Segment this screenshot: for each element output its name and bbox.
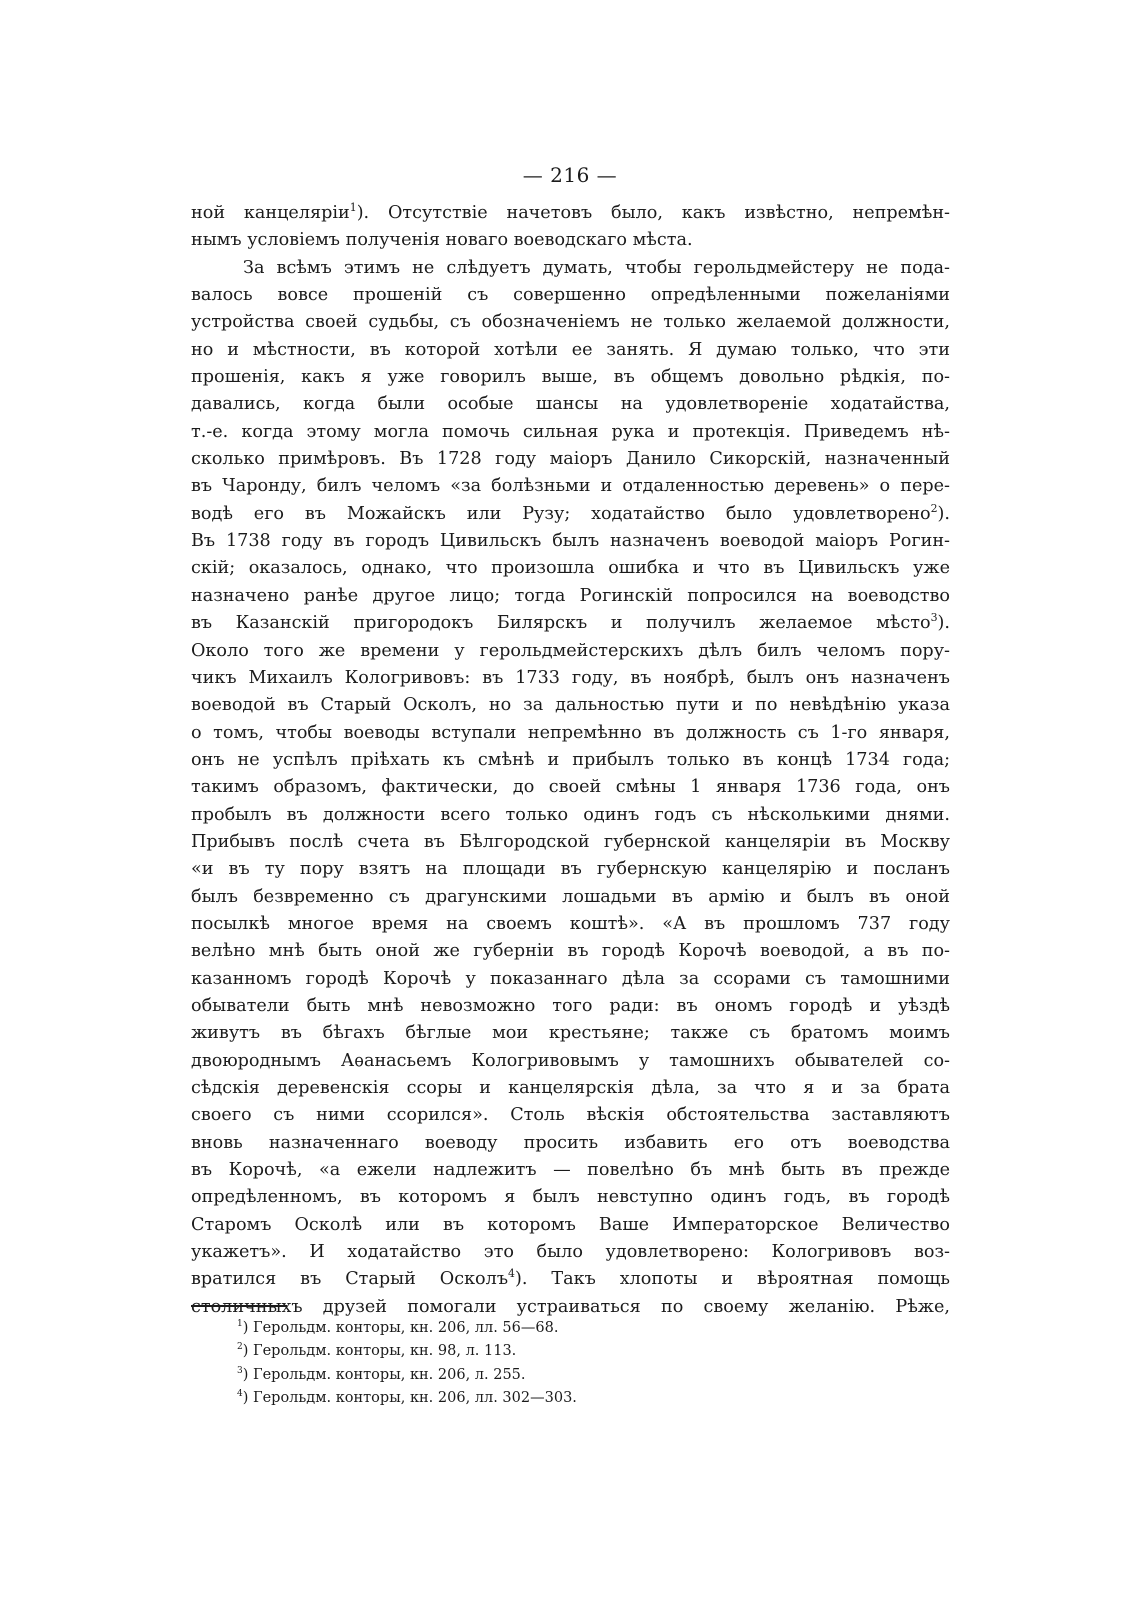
line-text: живутъ въ бѣгахъ бѣглые мои крестьяне; также съ братомъ моимъ <box>191 1023 950 1044</box>
line-text: скій; оказалось, однако, что произошла ошибка и что въ Цивильскъ уже <box>191 558 950 579</box>
line-text-continuation: ). <box>937 613 950 634</box>
line-text: но и мѣстности, въ которой хотѣли ее занять. Я думаю только, что эти <box>191 339 950 360</box>
text-line <box>191 555 950 582</box>
text-line <box>191 665 950 692</box>
line-text-continuation: ). Такъ хлопоты и вѣроятная помощь <box>514 1269 950 1290</box>
line-text: водѣ его въ Можайскъ или Рузу; ходатайство было удовлетворено <box>191 503 931 524</box>
footnote-mark: 1 <box>237 1319 243 1330</box>
line-text: «и въ ту пору взятъ на площади въ губернскую канцелярію и посланъ <box>191 859 950 880</box>
footnote <box>237 1387 950 1410</box>
text-line <box>191 419 950 446</box>
footnote-mark: 4 <box>237 1389 243 1400</box>
line-text: Въ 1738 году въ городъ Цивильскъ былъ назначенъ воеводой маіоръ Рогин- <box>191 531 950 552</box>
line-text: обыватели быть мнѣ невозможно того ради: въ ономъ городѣ и уѣздѣ <box>191 995 950 1016</box>
text-line <box>191 528 950 555</box>
line-text: былъ безвременно съ драгунскими лошадьми въ армію и былъ въ оной <box>191 886 950 907</box>
text-line <box>191 309 950 336</box>
text-line <box>191 610 950 637</box>
text-line <box>191 364 950 391</box>
line-text: такимъ образомъ, фактически, до своей смѣны 1 января 1736 года, онъ <box>191 777 950 798</box>
line-text: назначено ранѣе другое лицо; тогда Рогинскій попросился на воеводство <box>191 585 950 606</box>
text-line <box>191 227 950 254</box>
text-line <box>191 1266 950 1293</box>
line-text: велѣно мнѣ быть оной же губерніи въ городѣ Корочѣ воеводой, а въ по- <box>191 941 950 962</box>
footnote-text: ) Герольдм. конторы, кн. 206, лл. 56—68. <box>242 1320 559 1336</box>
line-text: въ Чаронду, билъ челомъ «за болѣзньми и отдаленностью деревень» о пере- <box>191 476 950 497</box>
text-line <box>191 720 950 747</box>
line-text: валось вовсе прошеній съ совершенно опредѣленными пожеланіями <box>191 285 950 306</box>
text-line <box>191 774 950 801</box>
line-text: Старомъ Осколѣ или въ которомъ Ваше Императорское Величество <box>191 1214 950 1235</box>
text-line <box>191 1130 950 1157</box>
text-line <box>191 473 950 500</box>
line-text: ной канцеляріи <box>191 203 350 223</box>
footnote-separator <box>191 1305 287 1307</box>
footnote-reference: 1 <box>349 201 357 215</box>
footnote-reference: 3 <box>930 611 938 625</box>
line-text: пробылъ въ должности всего только одинъ годъ съ нѣсколькими днями. <box>191 804 950 825</box>
line-text: Около того же времени у герольдмейстерскихъ дѣлъ билъ челомъ пору- <box>191 640 950 661</box>
text-line <box>191 938 950 965</box>
footnote-text: ) Герольдм. конторы, кн. 206, л. 255. <box>242 1366 526 1383</box>
text-line <box>191 884 950 911</box>
text-line <box>191 1048 950 1075</box>
text-line <box>191 1157 950 1184</box>
text-line <box>191 282 950 309</box>
line-text: сколько примѣровъ. Въ 1728 году маіоръ Данило Сикорскій, назначенный <box>191 449 950 470</box>
text-line <box>191 446 950 473</box>
text-line <box>191 583 950 610</box>
line-text: чикъ Михаилъ Кологривовъ: въ 1733 году, въ ноябрѣ, былъ онъ назначенъ <box>191 667 950 688</box>
text-line <box>191 337 950 364</box>
page-number: — 216 — <box>522 163 618 187</box>
line-text-continuation: ). <box>937 503 950 524</box>
line-text: своего съ ними ссорился». Столь вѣскія обстоятельства заставляютъ <box>191 1105 950 1126</box>
text-line <box>191 1075 950 1102</box>
text-line <box>191 638 950 665</box>
line-text: нымъ условіемъ полученія новаго воеводскаго мѣста. <box>191 230 693 251</box>
footnote-text: ) Герольдм. конторы, кн. 98, л. 113. <box>242 1343 517 1360</box>
line-text: посылкѣ многое время на своемъ коштѣ». «А въ прошломъ 737 году <box>191 913 950 934</box>
line-text: За всѣмъ этимъ не слѣдуетъ думать, чтобы герольдмейстеру не пода- <box>243 257 950 278</box>
text-line <box>191 391 950 418</box>
text-line <box>191 747 950 774</box>
line-text: въ Казанскій пригородокъ Билярскъ и получилъ желаемое мѣсто <box>191 613 931 634</box>
line-text: двоюроднымъ Аѳанасьемъ Кологривовымъ у тамошнихъ обывателей со- <box>191 1050 950 1071</box>
line-text: опредѣленномъ, въ которомъ я былъ невступно одинъ годъ, въ городѣ <box>191 1187 950 1208</box>
text-line <box>191 966 950 993</box>
text-line <box>191 856 950 883</box>
text-line <box>191 911 950 938</box>
line-text: Прибывъ послѣ счета въ Бѣлгородской губернской канцеляріи въ Москву <box>191 831 950 852</box>
text-line <box>191 1239 950 1266</box>
line-text: въ Корочѣ, «а ежели надлежитъ — повелѣно бъ мнѣ быть въ прежде <box>191 1160 950 1181</box>
line-text: воеводой въ Старый Осколъ, но за дальностью пути и по невѣдѣнію указа <box>191 695 950 716</box>
line-text-continuation: ). Отсутствіе начетовъ было, какъ извѣстно, непремѣн- <box>356 203 950 223</box>
text-line <box>191 802 950 829</box>
text-line <box>191 829 950 856</box>
footnote-reference: 4 <box>508 1267 515 1281</box>
footnote-text: ) Герольдм. конторы, кн. 206, лл. 302—303. <box>242 1390 577 1407</box>
text-line <box>191 255 950 282</box>
line-text: столичныхъ друзей помогали устраиваться по своему желанію. Рѣже, <box>191 1296 950 1317</box>
text-line <box>191 1102 950 1129</box>
line-text: вновь назначеннаго воеводу просить избавить его отъ воеводства <box>191 1132 950 1153</box>
line-text: давались, когда были особые шансы на удовлетвореніе ходатайства, <box>191 394 950 415</box>
text-line <box>191 1212 950 1239</box>
line-text: т.-е. когда этому могла помочь сильная рука и протекція. Приведемъ нѣ- <box>191 421 950 442</box>
footnote <box>237 1317 950 1340</box>
footnote-mark: 2 <box>237 1342 243 1353</box>
line-text: устройства своей судьбы, съ обозначеніемъ не только желаемой должности, <box>191 312 950 333</box>
line-text: прошенія, какъ я уже говорилъ выше, въ общемъ довольно рѣдкія, по- <box>191 367 950 388</box>
text-line <box>191 692 950 719</box>
body-text <box>191 200 950 1321</box>
text-line <box>191 501 950 528</box>
line-text: вратился въ Старый Осколъ <box>191 1269 509 1290</box>
text-line <box>191 200 950 227</box>
line-text: онъ не успѣлъ пріѣхать къ смѣнѣ и прибылъ только въ концѣ 1734 года; <box>191 749 950 770</box>
line-text: о томъ, чтобы воеводы вступали непремѣнно въ должность съ 1-го января, <box>191 722 950 743</box>
footnote-mark: 3 <box>237 1365 243 1376</box>
line-text: укажетъ». И ходатайство это было удовлетворено: Кологривовъ воз- <box>191 1242 950 1263</box>
line-text: казанномъ городѣ Корочѣ у показаннаго дѣла за ссорами съ тамошними <box>191 968 950 989</box>
line-text: сѣдскія деревенскія ссоры и канцелярскія дѣла, за что я и за брата <box>191 1078 950 1098</box>
footnote <box>237 1364 950 1387</box>
footnote-reference: 2 <box>930 501 938 515</box>
footnote <box>237 1340 950 1363</box>
footnotes <box>237 1317 950 1411</box>
text-line <box>191 1184 950 1211</box>
text-line <box>191 993 950 1020</box>
text-line <box>191 1020 950 1047</box>
